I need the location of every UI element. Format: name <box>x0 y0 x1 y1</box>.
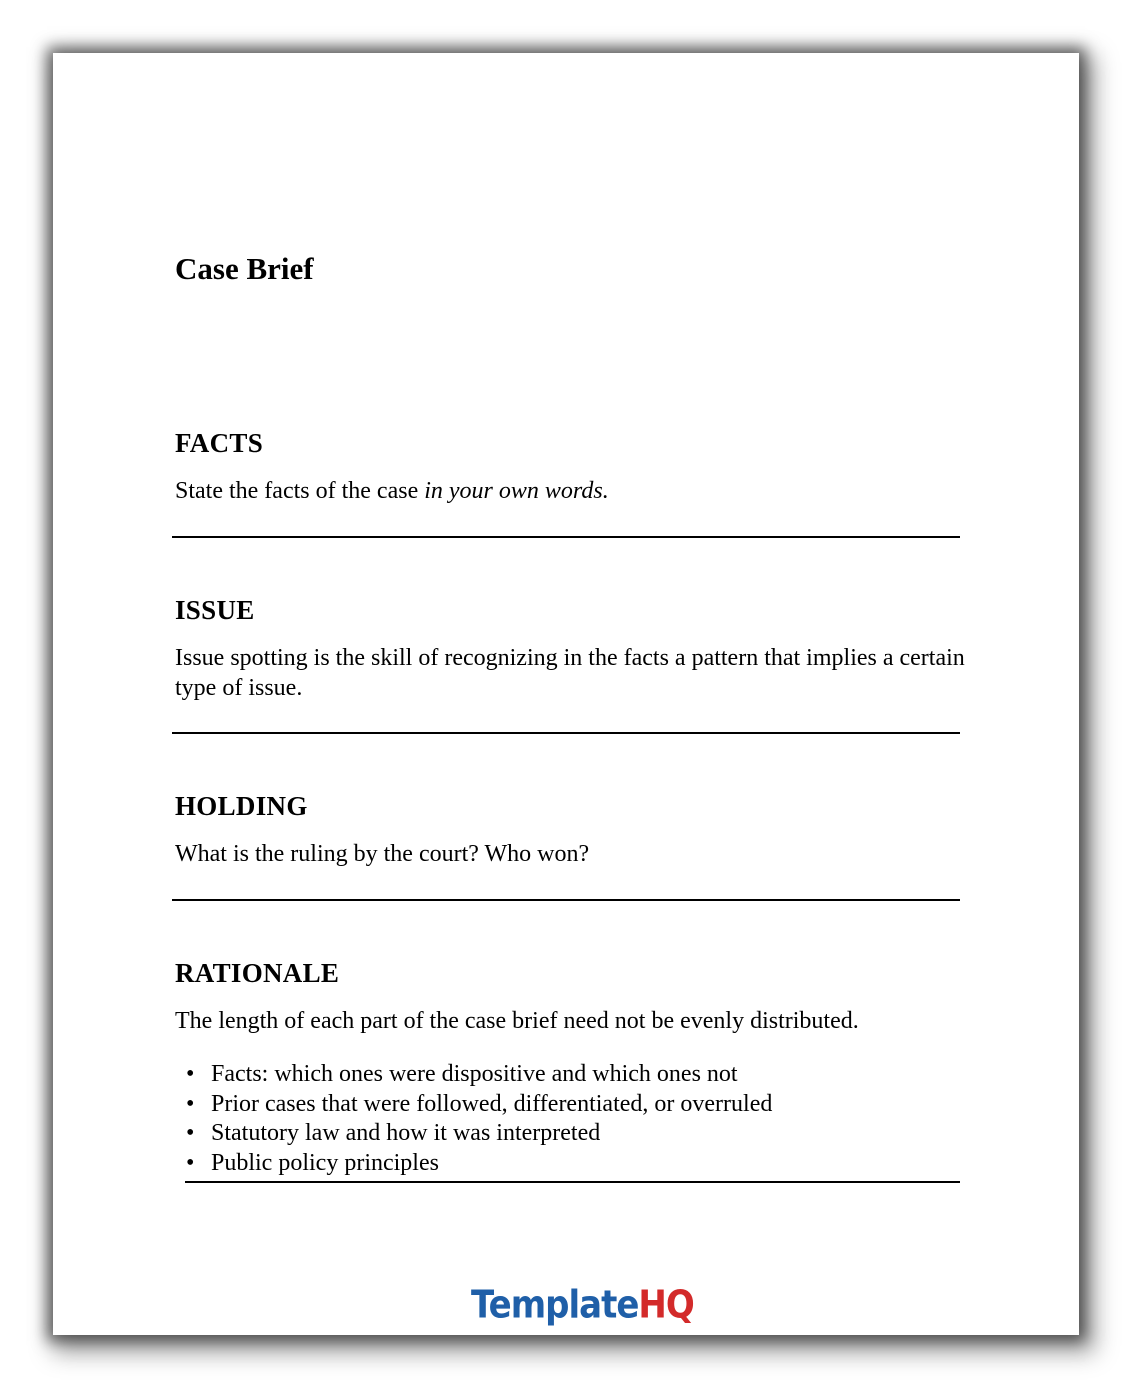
section-heading-rationale: RATIONALE <box>175 958 340 988</box>
section-text-issue: Issue spotting is the skill of recognizing in the facts a pattern that implies a certain type of issue. <box>175 645 965 701</box>
logo-part-hq: HQ <box>638 1283 694 1328</box>
list-item <box>186 1060 772 1090</box>
section-divider-holding <box>172 899 960 901</box>
list-item-text: Public policy principles <box>211 1149 439 1176</box>
bullet-icon: • <box>186 1061 195 1087</box>
section-text-facts <box>175 476 975 506</box>
list-item <box>186 1149 772 1179</box>
bullet-icon: • <box>186 1090 195 1117</box>
bullet-icon: • <box>186 1120 195 1146</box>
list-item <box>186 1090 772 1120</box>
list-item-text: Prior cases that were followed, differentiated, or overruled <box>211 1090 773 1117</box>
bullet-icon: • <box>186 1149 195 1176</box>
list-item <box>186 1119 772 1149</box>
list-item-text: Facts: which ones were dispositive and which ones not <box>211 1061 738 1087</box>
section-divider-facts <box>172 536 960 538</box>
section-text-holding: What is the ruling by the court? Who won? <box>175 841 590 867</box>
section-divider-issue <box>172 732 960 734</box>
section-text-rationale: The length of each part of the case brief need not be evenly distributed. <box>175 1008 859 1034</box>
document-page <box>53 53 1079 1335</box>
facts-text-italic: in your own words. <box>424 478 609 504</box>
logo-part-template: Template <box>471 1283 639 1328</box>
section-divider-rationale <box>185 1181 960 1183</box>
section-heading-facts: FACTS <box>175 428 264 458</box>
section-heading-holding: HOLDING <box>175 791 308 821</box>
facts-text-plain: State the facts of the case <box>175 478 425 504</box>
section-heading-issue: ISSUE <box>175 595 255 625</box>
rationale-bullet-list <box>186 1060 772 1178</box>
document-title: Case Brief <box>175 251 314 286</box>
templatehq-logo <box>471 1283 694 1328</box>
list-item-text: Statutory law and how it was interpreted <box>211 1120 601 1146</box>
